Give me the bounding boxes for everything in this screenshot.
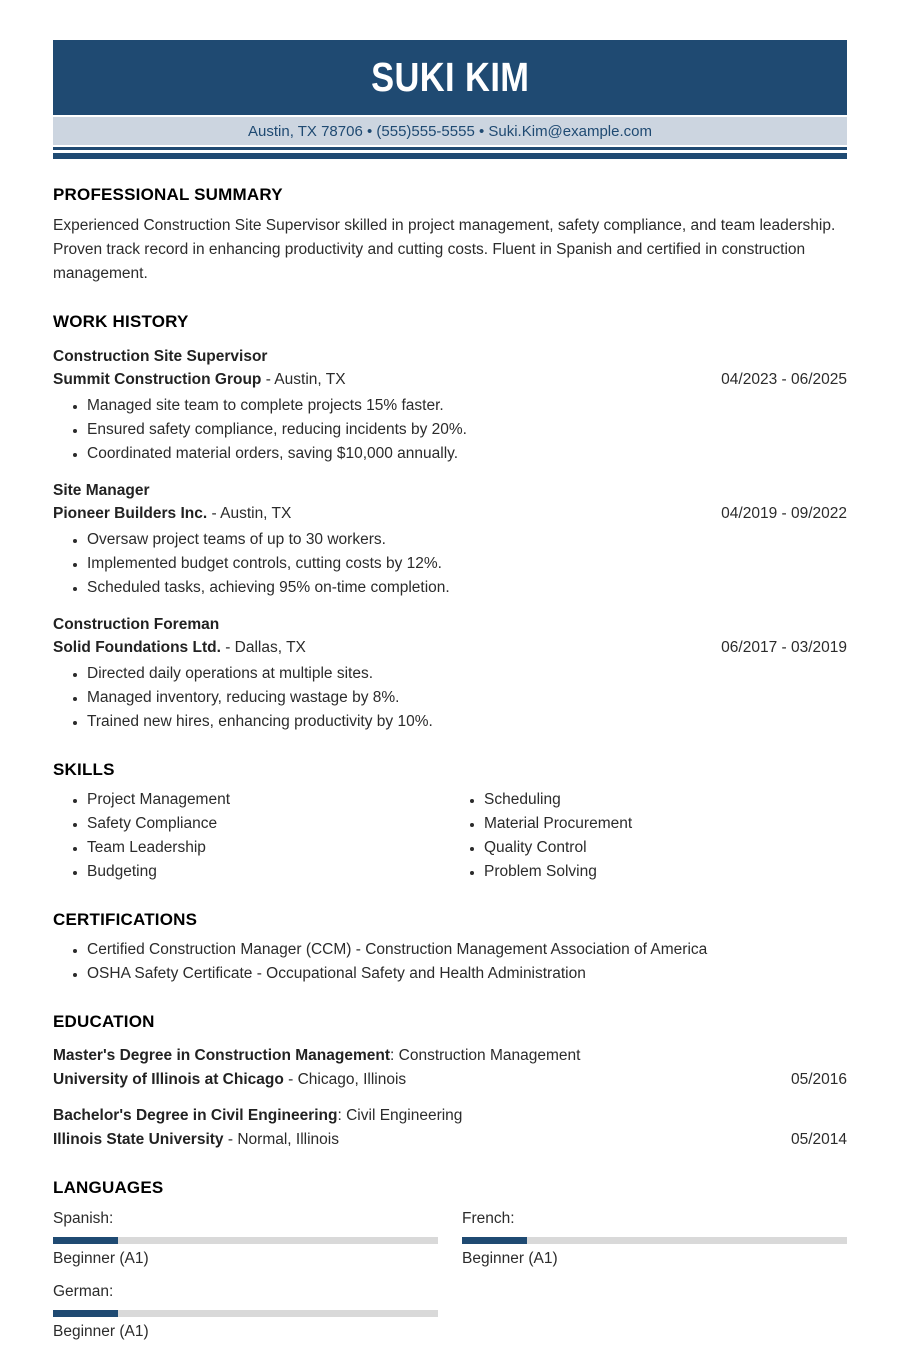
section-skills — [53, 760, 847, 884]
education-date: 05/2014 — [790, 1131, 847, 1148]
contact-bar — [53, 117, 847, 145]
skill-item: • Safety Compliance — [87, 812, 450, 836]
job-company-location — [53, 636, 306, 659]
education-entry — [53, 1044, 847, 1092]
language-progress-fill — [53, 1237, 118, 1244]
language-progress-track — [53, 1237, 438, 1244]
job-dates: 04/2019 - 09/2022 — [721, 505, 847, 522]
language-progress-fill — [462, 1237, 527, 1244]
section-work-history — [53, 312, 847, 734]
skill-item: • Team Leadership — [87, 836, 450, 860]
education-degree-line — [53, 1104, 847, 1128]
education-school-line — [53, 1128, 847, 1152]
education-entry — [53, 1104, 847, 1152]
degree-name: Bachelor's Degree in Civil Engineering — [53, 1107, 338, 1124]
job-company-row — [53, 368, 847, 391]
language-level: Beginner (A1) — [53, 1250, 149, 1267]
header-divider-thick — [53, 153, 847, 159]
language-name: Spanish: — [53, 1210, 114, 1227]
skill-item: • Problem Solving — [484, 860, 847, 884]
job-company: Pioneer Builders Inc. — [53, 505, 208, 522]
job-company-row — [53, 636, 847, 659]
job-bullet: • Managed inventory, reducing wastage by 8%. — [87, 686, 847, 710]
certification-item: • Certified Construction Manager (CCM) - Construction Management Association of America — [87, 938, 847, 962]
job-bullet-list — [53, 528, 847, 600]
job-title: Construction Foreman — [53, 616, 220, 633]
language-progress-track — [53, 1310, 438, 1317]
section-heading-work: WORK HISTORY — [53, 312, 189, 331]
job-entry — [53, 479, 847, 600]
certifications-list — [53, 938, 847, 986]
skill-item: • Scheduling — [484, 788, 847, 812]
job-dates: 06/2017 - 03/2019 — [721, 639, 847, 656]
section-heading-languages: LANGUAGES — [53, 1178, 164, 1197]
school-name: Illinois State University — [53, 1131, 224, 1148]
school-location: - Chicago, Illinois — [283, 1071, 407, 1088]
education-degree-line — [53, 1044, 847, 1068]
language-level: Beginner (A1) — [53, 1323, 149, 1340]
contact-line: Austin, TX 78706 • (555)555-5555 • Suki.Kim@example.com — [248, 122, 652, 140]
section-languages — [53, 1178, 847, 1341]
skill-item: • Quality Control — [484, 836, 847, 860]
job-entry — [53, 345, 847, 466]
languages-grid — [53, 1208, 847, 1341]
school-location-group — [53, 1128, 339, 1152]
skill-item: • Material Procurement — [484, 812, 847, 836]
header-name-banner — [53, 40, 847, 115]
job-title: Construction Site Supervisor — [53, 348, 268, 365]
candidate-name: SUKI KIM — [370, 54, 530, 100]
language-name: German: — [53, 1283, 114, 1300]
certification-item: • OSHA Safety Certificate - Occupational Safety and Health Administration — [87, 962, 847, 986]
section-heading-education: EDUCATION — [53, 1012, 155, 1031]
language-progress-fill — [53, 1310, 118, 1317]
job-dates: 04/2023 - 06/2025 — [721, 371, 847, 388]
job-location: - Austin, TX — [261, 371, 346, 388]
language-level: Beginner (A1) — [462, 1250, 558, 1267]
skill-item: • Project Management — [87, 788, 450, 812]
language-progress-track — [462, 1237, 847, 1244]
job-bullet: • Trained new hires, enhancing productivity by 10%. — [87, 710, 847, 734]
job-entry — [53, 613, 847, 734]
skills-grid — [53, 788, 847, 884]
job-company-row — [53, 502, 847, 525]
section-heading-certifications: CERTIFICATIONS — [53, 910, 198, 929]
job-company-location — [53, 502, 291, 525]
job-bullet: • Directed daily operations at multiple sites. — [87, 662, 847, 686]
language-item — [53, 1208, 438, 1268]
job-bullet: • Oversaw project teams of up to 30 workers. — [87, 528, 847, 552]
education-school-line — [53, 1068, 847, 1092]
school-name: University of Illinois at Chicago — [53, 1071, 284, 1088]
job-bullet: • Ensured safety compliance, reducing incidents by 20%. — [87, 418, 847, 442]
skills-list-right — [450, 788, 847, 884]
job-bullet: • Implemented budget controls, cutting costs by 12%. — [87, 552, 847, 576]
summary-text: Experienced Construction Site Supervisor skilled in project management, safety compliance, and team leadership. Proven track record in enhancing productivity and cutting costs. Fluent in Spanish and certified in construction management. — [53, 217, 836, 282]
skill-item: • Budgeting — [87, 860, 450, 884]
degree-name: Master's Degree in Construction Management — [53, 1047, 391, 1064]
job-company: Solid Foundations Ltd. — [53, 639, 221, 656]
job-company-location — [53, 368, 346, 391]
job-bullet: • Coordinated material orders, saving $10,000 annually. — [87, 442, 847, 466]
degree-field: : Construction Management — [390, 1047, 581, 1064]
school-location-group — [53, 1068, 406, 1092]
section-heading-summary: PROFESSIONAL SUMMARY — [53, 185, 283, 204]
job-bullet-list — [53, 394, 847, 466]
job-title: Site Manager — [53, 482, 150, 499]
job-company: Summit Construction Group — [53, 371, 262, 388]
job-location: - Austin, TX — [207, 505, 292, 522]
section-certifications — [53, 910, 847, 986]
header-divider-thin — [53, 147, 847, 150]
degree-field: : Civil Engineering — [337, 1107, 463, 1124]
job-location: - Dallas, TX — [220, 639, 306, 656]
education-date: 05/2016 — [790, 1071, 847, 1088]
section-professional-summary — [53, 185, 847, 286]
job-bullet: • Scheduled tasks, achieving 95% on-time completion. — [87, 576, 847, 600]
language-item — [462, 1208, 847, 1268]
language-name: French: — [462, 1210, 515, 1227]
section-education — [53, 1012, 847, 1152]
skills-list-left — [53, 788, 450, 884]
section-heading-skills: SKILLS — [53, 760, 115, 779]
job-bullet-list — [53, 662, 847, 734]
job-bullet: • Managed site team to complete projects 15% faster. — [87, 394, 847, 418]
language-item — [53, 1281, 438, 1341]
school-location: - Normal, Illinois — [223, 1131, 339, 1148]
